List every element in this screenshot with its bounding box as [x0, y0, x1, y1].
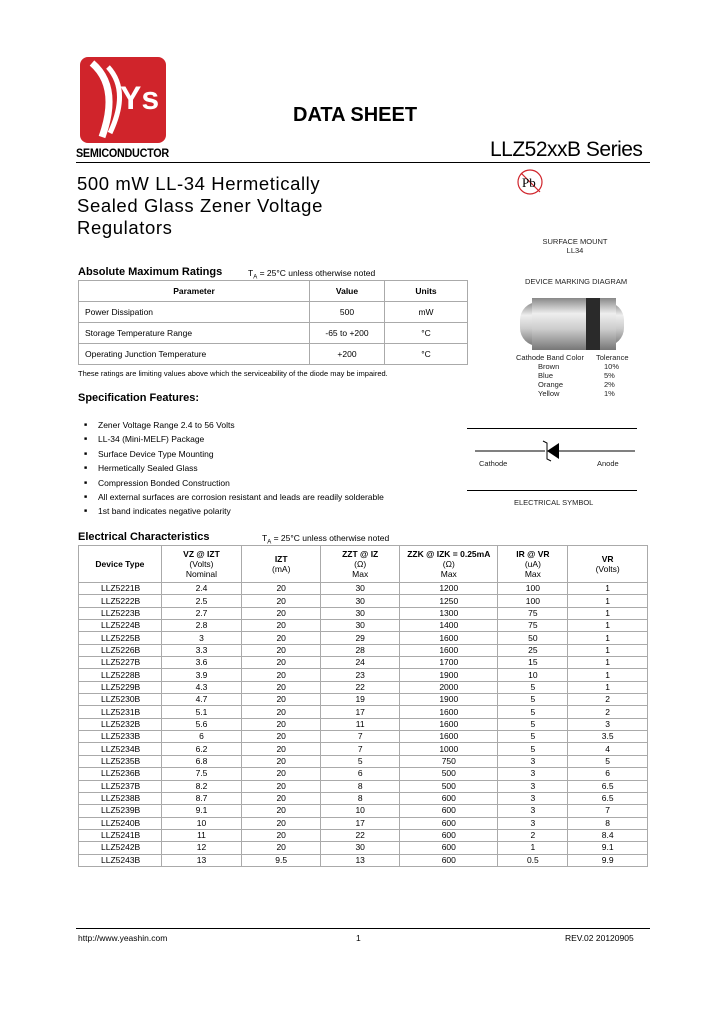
table-row: [79, 681, 648, 693]
device-type-cell: LLZ5240B: [79, 817, 162, 829]
table-cell: 20: [242, 805, 321, 817]
table-cell: 6: [321, 768, 400, 780]
cathode-band: [586, 298, 600, 350]
table-cell: 1: [568, 595, 648, 607]
device-type-cell: LLZ5223B: [79, 607, 162, 619]
table-header: IR @ VR (uA) Max: [498, 546, 568, 583]
tolerance-color: Orange: [538, 380, 564, 389]
table-cell: 20: [242, 792, 321, 804]
table-cell: 30: [321, 620, 400, 632]
list-item: ■ LL-34 (Mini-MELF) Package: [84, 432, 384, 446]
table-cell: 600: [400, 792, 498, 804]
table-cell: 1: [568, 607, 648, 619]
spec-features-title: Specification Features:: [78, 392, 200, 404]
table-cell: 50: [498, 632, 568, 644]
table-cell: 20: [242, 669, 321, 681]
table-row: [79, 718, 648, 730]
table-cell: 3: [568, 718, 648, 730]
device-type-cell: LLZ5224B: [79, 620, 162, 632]
table-cell: 600: [400, 842, 498, 854]
table-cell: 1200: [400, 583, 498, 595]
abs-max-title: Absolute Maximum Ratings: [78, 266, 223, 278]
list-item: ■ Compression Bonded Construction: [84, 476, 384, 490]
table-header: Units: [385, 281, 468, 302]
table-cell: 20: [242, 731, 321, 743]
table-cell: 20: [242, 595, 321, 607]
table-header: VZ @ IZT (Volts) Nominal: [161, 546, 241, 583]
table-cell: 30: [321, 842, 400, 854]
table-cell: 100: [498, 595, 568, 607]
table-cell: 20: [242, 780, 321, 792]
table-cell: 20: [242, 607, 321, 619]
table-row: Power Dissipation 500 mW: [79, 302, 468, 323]
table-row: [79, 842, 648, 854]
device-type-cell: LLZ5222B: [79, 595, 162, 607]
table-cell: 2.5: [161, 595, 241, 607]
list-item: ■ Hermetically Sealed Glass: [84, 461, 384, 475]
table-cell: 5: [568, 755, 648, 767]
tolerance-value: 1%: [604, 389, 615, 398]
table-cell: 1: [568, 669, 648, 681]
table-cell: 600: [400, 817, 498, 829]
table-row: [79, 768, 648, 780]
device-type-cell: LLZ5237B: [79, 780, 162, 792]
table-cell: 7: [321, 731, 400, 743]
device-type-cell: LLZ5230B: [79, 694, 162, 706]
company-logo: [80, 57, 166, 143]
tolerance-color: Yellow: [538, 389, 560, 398]
table-cell: 12: [161, 842, 241, 854]
table-cell: 3: [498, 780, 568, 792]
table-cell: 11: [321, 718, 400, 730]
lead-free-icon: [514, 165, 548, 204]
table-row: [79, 583, 648, 595]
table-cell: 17: [321, 817, 400, 829]
spec-features-list: [84, 418, 384, 519]
table-cell: 2.7: [161, 607, 241, 619]
table-cell: 28: [321, 644, 400, 656]
table-cell: 5: [498, 706, 568, 718]
product-headline: 500 mW LL-34 Hermetically Sealed Glass Zener Voltage Regulators: [77, 173, 323, 238]
tolerance-header-value: Tolerance: [596, 353, 629, 362]
table-cell: 8.2: [161, 780, 241, 792]
logo-text: Ys: [120, 80, 160, 116]
table-cell: 2.8: [161, 620, 241, 632]
table-cell: 20: [242, 694, 321, 706]
table-row: [79, 669, 648, 681]
table-cell: 750: [400, 755, 498, 767]
table-cell: 1600: [400, 731, 498, 743]
tolerance-value: 10%: [604, 362, 620, 371]
table-cell: 6.5: [568, 780, 648, 792]
list-item: ■ 1st band indicates negative polarity: [84, 504, 384, 518]
table-cell: 7.5: [161, 768, 241, 780]
table-row: [79, 657, 648, 669]
table-cell: 30: [321, 595, 400, 607]
device-type-cell: LLZ5242B: [79, 842, 162, 854]
abs-max-note: $T_A = 25^\circ C$ unless otherwise noted: [248, 268, 376, 281]
table-cell: 600: [400, 829, 498, 841]
table-cell: 20: [242, 583, 321, 595]
table-cell: 3: [498, 805, 568, 817]
table-cell: 10: [161, 817, 241, 829]
table-cell: 1600: [400, 706, 498, 718]
table-row: [79, 694, 648, 706]
table-cell: 20: [242, 755, 321, 767]
device-type-cell: LLZ5228B: [79, 669, 162, 681]
table-cell: 5: [498, 694, 568, 706]
table-cell: 4.3: [161, 681, 241, 693]
table-row: [79, 817, 648, 829]
table-cell: 1000: [400, 743, 498, 755]
table-cell: 8: [568, 817, 648, 829]
table-cell: 2: [568, 694, 648, 706]
table-cell: 22: [321, 681, 400, 693]
device-type-cell: LLZ5239B: [79, 805, 162, 817]
table-cell: 1600: [400, 632, 498, 644]
table-row: [79, 607, 648, 619]
table-cell: 600: [400, 854, 498, 866]
table-cell: 3: [498, 755, 568, 767]
header-divider: [76, 162, 650, 163]
table-cell: 1400: [400, 620, 498, 632]
table-cell: 100: [498, 583, 568, 595]
table-row: [79, 743, 648, 755]
tolerance-color: Blue: [538, 371, 554, 380]
table-cell: 8: [321, 792, 400, 804]
tolerance-value: 2%: [604, 380, 615, 389]
table-cell: 20: [242, 706, 321, 718]
table-cell: 6.5: [568, 792, 648, 804]
table-cell: 20: [242, 632, 321, 644]
package-name: LL34: [566, 246, 584, 255]
table-cell: 8: [321, 780, 400, 792]
device-type-cell: LLZ5221B: [79, 583, 162, 595]
series-name: LLZ52xxB Series: [490, 138, 643, 161]
table-cell: 9.1: [161, 805, 241, 817]
table-cell: 2.4: [161, 583, 241, 595]
table-header: ZZK @ IZK = 0.25mA (Ω) Max: [400, 546, 498, 583]
table-cell: 3: [498, 792, 568, 804]
table-cell: 8.4: [568, 829, 648, 841]
table-row: [79, 620, 648, 632]
table-cell: 5: [498, 731, 568, 743]
table-cell: 20: [242, 620, 321, 632]
table-cell: 3.5: [568, 731, 648, 743]
table-row: [79, 731, 648, 743]
table-cell: 13: [321, 854, 400, 866]
table-cell: 5.6: [161, 718, 241, 730]
device-type-cell: LLZ5227B: [79, 657, 162, 669]
cathode-label: Cathode: [479, 459, 508, 468]
table-row: [79, 706, 648, 718]
table-cell: 1: [568, 632, 648, 644]
table-cell: 1: [498, 842, 568, 854]
table-cell: 0.5: [498, 854, 568, 866]
table-cell: 20: [242, 681, 321, 693]
table-cell: 3.3: [161, 644, 241, 656]
table-cell: 1600: [400, 718, 498, 730]
device-type-cell: LLZ5241B: [79, 829, 162, 841]
table-cell: 20: [242, 768, 321, 780]
table-cell: 17: [321, 706, 400, 718]
marking-diagram-title: DEVICE MARKING DIAGRAM: [525, 277, 628, 286]
table-cell: 5.1: [161, 706, 241, 718]
table-header: ZZT @ IZ (Ω) Max: [321, 546, 400, 583]
table-cell: 3.6: [161, 657, 241, 669]
table-row: Storage Temperature Range -65 to +200 °C: [79, 323, 468, 344]
table-cell: 20: [242, 842, 321, 854]
table-cell: 3.9: [161, 669, 241, 681]
table-cell: 1: [568, 620, 648, 632]
table-cell: 6: [568, 768, 648, 780]
table-cell: 24: [321, 657, 400, 669]
table-cell: 2: [498, 829, 568, 841]
table-cell: 1700: [400, 657, 498, 669]
table-row: Operating Junction Temperature +200 °C: [79, 344, 468, 365]
tolerance-value: 5%: [604, 371, 615, 380]
device-type-cell: LLZ5236B: [79, 768, 162, 780]
table-cell: 7: [568, 805, 648, 817]
device-type-cell: LLZ5234B: [79, 743, 162, 755]
table-cell: 25: [498, 644, 568, 656]
table-row: [79, 644, 648, 656]
table-header: VR (Volts): [568, 546, 648, 583]
device-type-cell: LLZ5226B: [79, 644, 162, 656]
table-cell: 9.5: [242, 854, 321, 866]
table-cell: 6.8: [161, 755, 241, 767]
company-name: SEMICONDUCTOR: [76, 146, 169, 160]
device-type-cell: LLZ5231B: [79, 706, 162, 718]
electrical-title: Electrical Characteristics: [78, 531, 210, 543]
table-cell: 3: [498, 768, 568, 780]
table-row: [79, 780, 648, 792]
symbol-top-rule: [467, 428, 637, 429]
tolerance-color: Brown: [538, 362, 560, 371]
electrical-note: $T_A = 25^\circ C$ unless otherwise noted: [262, 533, 390, 546]
page-number: 1: [356, 933, 361, 943]
device-type-cell: LLZ5229B: [79, 681, 162, 693]
table-cell: 9.1: [568, 842, 648, 854]
table-cell: 3: [161, 632, 241, 644]
table-row: [79, 792, 648, 804]
footer-url[interactable]: http://www.yeashin.com: [78, 933, 168, 943]
device-type-cell: LLZ5235B: [79, 755, 162, 767]
table-cell: 1: [568, 681, 648, 693]
table-cell: 20: [242, 743, 321, 755]
table-cell: 1: [568, 583, 648, 595]
table-cell: 22: [321, 829, 400, 841]
table-cell: 5: [498, 743, 568, 755]
diode-package-drawing: [518, 292, 628, 357]
pb-mark: Pb: [522, 175, 536, 190]
device-type-cell: LLZ5233B: [79, 731, 162, 743]
table-cell: 20: [242, 817, 321, 829]
table-cell: 1600: [400, 644, 498, 656]
table-cell: 3: [498, 817, 568, 829]
table-cell: 9.9: [568, 854, 648, 866]
table-cell: 13: [161, 854, 241, 866]
table-header: Parameter: [79, 281, 310, 302]
anode-label: Anode: [597, 459, 619, 468]
table-cell: 20: [242, 644, 321, 656]
table-cell: 1: [568, 644, 648, 656]
package-type: SURFACE MOUNT: [542, 237, 608, 246]
table-cell: 500: [400, 780, 498, 792]
tolerance-header-color: Cathode Band Color: [516, 353, 584, 362]
device-type-cell: LLZ5243B: [79, 854, 162, 866]
table-cell: 20: [242, 829, 321, 841]
table-cell: 2000: [400, 681, 498, 693]
table-cell: 5: [321, 755, 400, 767]
table-cell: 4: [568, 743, 648, 755]
table-cell: 1250: [400, 595, 498, 607]
table-cell: 75: [498, 620, 568, 632]
revision: REV.02 20120905: [565, 933, 634, 943]
table-cell: 1900: [400, 669, 498, 681]
table-cell: 5: [498, 718, 568, 730]
table-cell: 6.2: [161, 743, 241, 755]
table-header: Value: [310, 281, 385, 302]
package-label: [540, 237, 610, 255]
table-row: [79, 632, 648, 644]
table-cell: 500: [400, 768, 498, 780]
table-cell: 15: [498, 657, 568, 669]
device-type-cell: LLZ5232B: [79, 718, 162, 730]
device-type-cell: LLZ5238B: [79, 792, 162, 804]
table-cell: 600: [400, 805, 498, 817]
table-cell: 19: [321, 694, 400, 706]
table-header: Device Type: [79, 546, 162, 583]
table-cell: 7: [321, 743, 400, 755]
electrical-symbol-title: ELECTRICAL SYMBOL: [514, 498, 594, 507]
abs-max-table: [78, 280, 468, 365]
table-cell: 11: [161, 829, 241, 841]
table-cell: 30: [321, 583, 400, 595]
table-cell: 30: [321, 607, 400, 619]
list-item: ■ Zener Voltage Range 2.4 to 56 Volts: [84, 418, 384, 432]
document-title: DATA SHEET: [293, 104, 418, 126]
table-header: IZT (mA): [242, 546, 321, 583]
table-cell: 4.7: [161, 694, 241, 706]
abs-max-footnote: These ratings are limiting values above which the serviceability of the diode may be impaired.: [78, 369, 388, 378]
list-item: ■ All external surfaces are corrosion resistant and leads are readily solderable: [84, 490, 384, 504]
table-cell: 1900: [400, 694, 498, 706]
footer-divider: [76, 928, 650, 929]
symbol-bottom-rule: [467, 490, 637, 491]
device-type-cell: LLZ5225B: [79, 632, 162, 644]
table-cell: 23: [321, 669, 400, 681]
table-row: [79, 755, 648, 767]
table-cell: 20: [242, 718, 321, 730]
table-cell: 29: [321, 632, 400, 644]
table-cell: 1: [568, 657, 648, 669]
table-cell: 2: [568, 706, 648, 718]
table-cell: 1300: [400, 607, 498, 619]
table-row: [79, 805, 648, 817]
tolerance-table: [516, 353, 629, 398]
electrical-table: [78, 545, 648, 867]
list-item: ■ Surface Device Type Mounting: [84, 447, 384, 461]
table-cell: 75: [498, 607, 568, 619]
table-cell: 5: [498, 681, 568, 693]
table-cell: 20: [242, 657, 321, 669]
table-row: [79, 595, 648, 607]
table-cell: 8.7: [161, 792, 241, 804]
table-row: [79, 854, 648, 866]
table-cell: 6: [161, 731, 241, 743]
table-cell: 10: [498, 669, 568, 681]
table-row: [79, 829, 648, 841]
table-cell: 10: [321, 805, 400, 817]
